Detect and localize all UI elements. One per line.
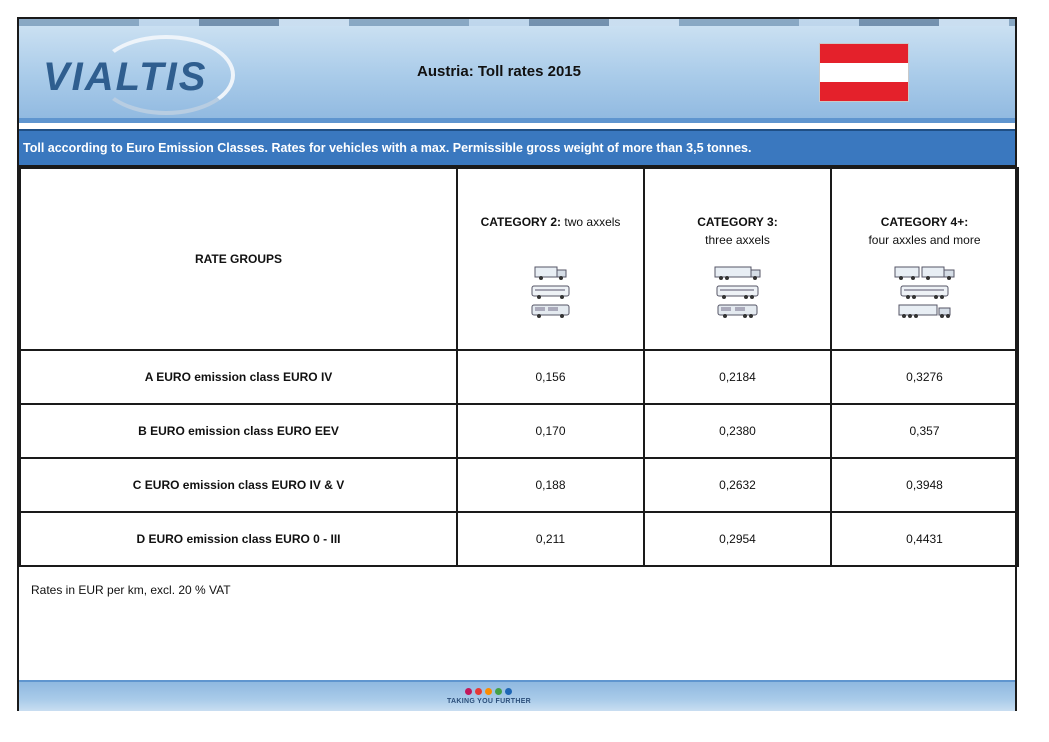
rate-cell: 0,2632	[644, 458, 831, 512]
footer-dots	[465, 688, 512, 695]
rate-cell: 0,211	[457, 512, 644, 566]
toll-rates-table	[19, 167, 1019, 567]
bus-icon	[531, 284, 571, 300]
rate-group-name: C EURO emission class EURO IV & V	[20, 458, 457, 512]
rate-group-name: B EURO emission class EURO EEV	[20, 404, 457, 458]
footer-tagline: TAKING YOU FURTHER	[446, 698, 532, 705]
rate-group-name: D EURO emission class EURO 0 - III	[20, 512, 457, 566]
truck-icon	[534, 265, 568, 281]
info-bar-text: Toll according to Euro Emission Classes. Rates for vehicles with a max. Permissible gross weight of more than 3,5 tonnes.	[23, 141, 752, 155]
truck-icon	[714, 265, 762, 281]
header-band	[19, 19, 1015, 123]
header-divider	[19, 118, 1015, 123]
category-3-vehicles	[645, 263, 830, 322]
rate-cell: 0,357	[831, 404, 1018, 458]
bus-icon	[716, 284, 760, 300]
note-area	[19, 567, 1015, 680]
table-header-row	[20, 168, 1018, 350]
table-row	[20, 458, 1018, 512]
austria-flag-icon	[819, 43, 909, 102]
table-row	[20, 404, 1018, 458]
category-3-desc: three axxels	[705, 233, 770, 247]
semi-truck-icon	[898, 303, 952, 319]
document-frame	[17, 17, 1017, 711]
dot-icon	[475, 688, 482, 695]
category-4-title: CATEGORY 4+:	[880, 215, 969, 229]
flag-band-bottom	[820, 82, 908, 101]
category-4-desc: four axxles and more	[868, 233, 981, 247]
category-2-title: CATEGORY 2:	[480, 215, 562, 229]
table-row	[20, 350, 1018, 404]
rate-cell: 0,170	[457, 404, 644, 458]
truck-trailer-icon	[894, 265, 956, 281]
rate-cell: 0,2954	[644, 512, 831, 566]
category-2-header	[457, 168, 644, 350]
info-bar	[19, 129, 1015, 167]
rate-cell: 0,3948	[831, 458, 1018, 512]
dot-icon	[505, 688, 512, 695]
vialtis-logo	[37, 33, 237, 113]
page-title: Austria: Toll rates 2015	[417, 63, 581, 80]
dot-icon	[485, 688, 492, 695]
logo-text: VIALTIS	[43, 55, 208, 99]
category-3-header	[644, 168, 831, 350]
category-3-title: CATEGORY 3:	[697, 215, 778, 229]
rate-group-name: A EURO emission class EURO IV	[20, 350, 457, 404]
rate-cell: 0,156	[457, 350, 644, 404]
rate-cell: 0,4431	[831, 512, 1018, 566]
category-2-desc: two axxels	[561, 215, 621, 229]
dot-icon	[465, 688, 472, 695]
flag-band-top	[820, 44, 908, 63]
dot-icon	[495, 688, 502, 695]
coach-icon	[717, 303, 759, 319]
table-row	[20, 512, 1018, 566]
header-stripes	[19, 19, 1015, 26]
vat-note: Rates in EUR per km, excl. 20 % VAT	[31, 583, 231, 597]
rate-cell: 0,2380	[644, 404, 831, 458]
rate-cell: 0,3276	[831, 350, 1018, 404]
rate-cell: 0,188	[457, 458, 644, 512]
category-4-vehicles	[832, 263, 1017, 322]
coach-icon	[531, 303, 571, 319]
category-2-vehicles	[458, 263, 643, 322]
rate-groups-label: RATE GROUPS	[194, 252, 283, 266]
flag-band-middle	[820, 63, 908, 82]
rate-groups-header	[20, 168, 457, 350]
category-4-header	[831, 168, 1018, 350]
footer-band	[19, 680, 1015, 711]
bus-icon	[900, 284, 950, 300]
rate-cell: 0,2184	[644, 350, 831, 404]
